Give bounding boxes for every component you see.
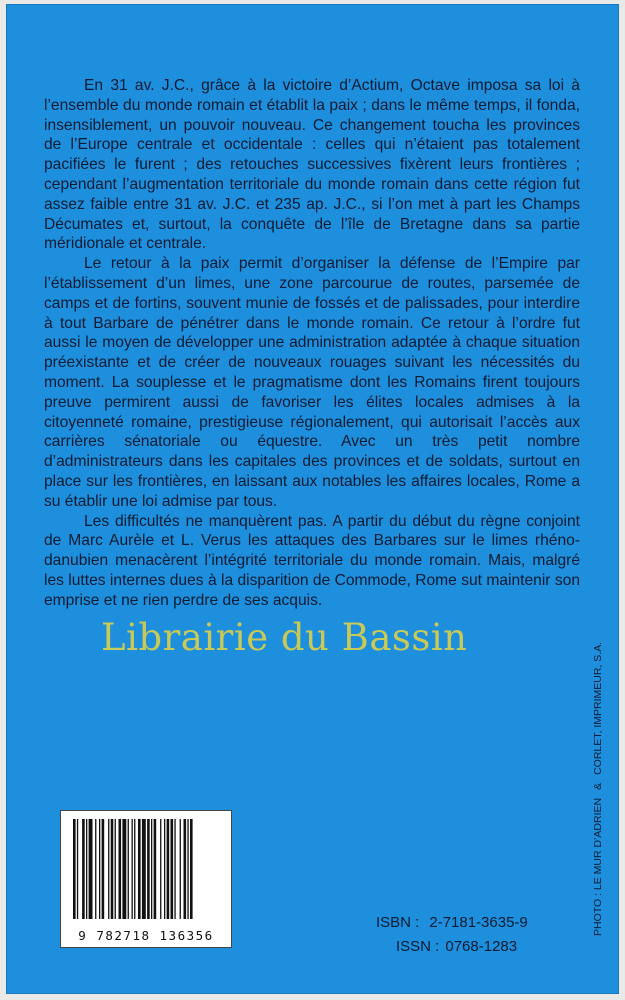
barcode-digits: 9 782718 136356 (78, 928, 214, 943)
isbn-value: 2-7181-3635-9 (429, 914, 528, 931)
isbn-line (376, 914, 528, 931)
bookseller-watermark: Librairie du Bassin (101, 616, 468, 659)
issn-line (396, 938, 517, 955)
issn-label: ISSN : (396, 938, 440, 955)
photo-credit: PHOTO : LE MUR D’ADRIEN (592, 797, 604, 936)
book-back-cover (6, 4, 619, 994)
isbn-label: ISBN : (376, 914, 420, 931)
vertical-credit (592, 642, 604, 936)
back-cover-blurb (44, 76, 580, 611)
issn-value: 0768-1283 (445, 938, 518, 955)
blurb-paragraph-1: En 31 av. J.C., grâce à la victoire d’Actium, Octave imposa sa loi à l’ensemble du monde romain et établit la paix ; dans le même temps, il fonda, insensiblement, un pouvoir nouveau. Ce changement toucha les provinces de l’Europe centrale et occidentale : celles qui n’étaient pas totalement pacifiées le furent ; des retouches successives fixèrent leurs frontières ; cependant l’augmentation territoriale du monde romain dans cette région fut assez faible entre 31 av. J.C. et 235 ap. J.C., si l’on met à part les Champs Décumates et, surtout, la conquête de l’île de Bretagne dans sa partie méridionale et centrale. (44, 77, 580, 253)
printer-credit: CORLET, IMPRIMEUR, S.A. (592, 641, 604, 775)
blurb-paragraph-3: Les difficultés ne manquèrent pas. A partir du début du règne conjoint de Marc Aurèle et L. Verus les attaques des Barbares sur le limes rhéno-danubien menacèrent l’intégrité territoriale du monde romain. Mais, malgré les luttes internes dues à la disparition de Commode, Rome sut maintenir son emprise et ne rien perdre de ses acquis. (44, 512, 580, 609)
barcode-bars-icon (69, 819, 223, 923)
ean-barcode (60, 810, 232, 948)
printer-mark: & (592, 782, 604, 790)
blurb-paragraph-2: Le retour à la paix permit d’organiser la défense de l’Empire par l’établissement d’un limes, une zone parcourue de routes, parsemée de camps et de fortins, souvent munie de fossés et de palissades, pour interdire à tout Barbare de pénétrer dans le monde romain. Ce retour à l’ordre fut aussi le moyen de développer une administration adaptée à chaque situation préexistante et de créer de nouveaux rouages suivant les nécessités du moment. La souplesse et le pragmatisme dont les Romains firent toujours preuve permirent aussi de favoriser les élites locales admises à la citoyenneté romaine, prestigieuse régionalement, qui autorisait l’accès aux carrières sénatoriale ou équestre. Avec un très petit nombre d’administrateurs dans les capitales des provinces et de soldats, surtout en place sur les frontières, en laissant aux notables les affaires locales, Rome a su établir une loi admise par tous. (44, 255, 580, 510)
